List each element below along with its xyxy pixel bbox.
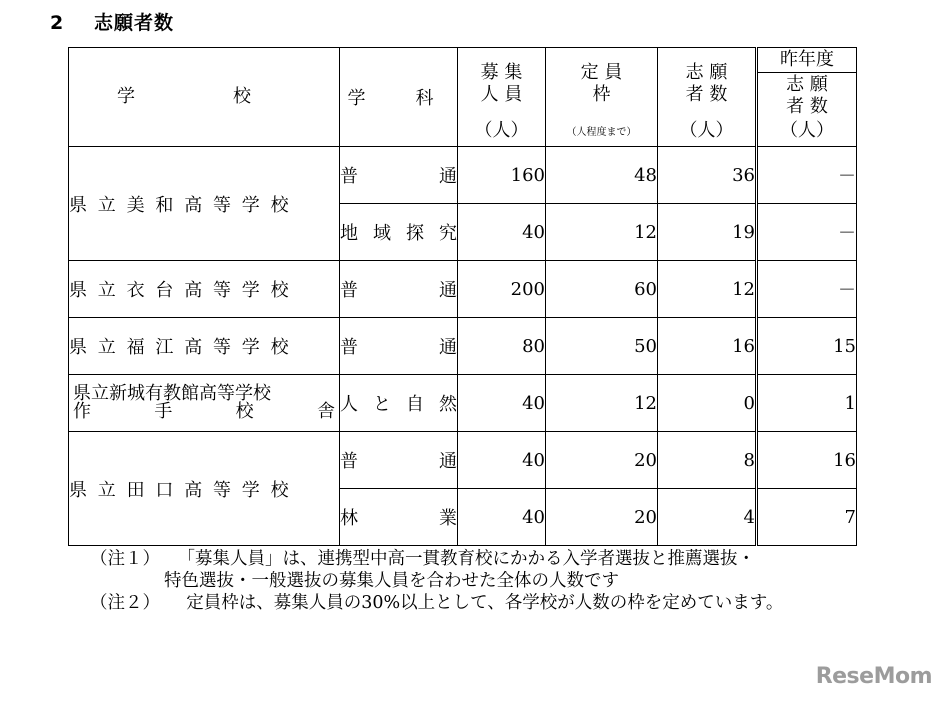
header-recruit-line2: 人 員 [480,84,523,105]
applicant-count: 36 [658,147,757,204]
header-applicants [658,48,757,147]
note-2-text: 定員枠は、募集人員の30%以上として、各学校が人数の枠を定めています。 [186,593,784,613]
quota-count: 12 [546,375,658,432]
table-row [69,318,857,375]
table-row [69,432,857,489]
table-row [69,375,857,432]
note-1-label: （注１） [90,549,152,569]
quota-count: 60 [546,261,658,318]
table-row [69,261,857,318]
header-quota [546,48,658,147]
prev-applicant-count: 16 [757,432,857,489]
school-name-two-line [69,375,340,432]
header-recruit-line1: 募 集 [480,62,523,83]
campus-char: 手 [154,401,173,422]
recruit-count: 80 [458,318,546,375]
applicants-table [68,47,857,546]
notes [90,548,783,614]
resemom-logo: ReseMom [815,664,932,689]
header-applicants-line1: 志 願 [685,62,728,83]
header-recruit [458,48,546,147]
campus-char: 舎 [316,401,335,422]
header-school: 学 校 [69,48,340,147]
quota-count: 50 [546,318,658,375]
header-quota-line1: 定 員 [580,62,623,83]
applicant-count: 16 [658,318,757,375]
note-1-line1: 「募集人員」は、連携型中高一貫教育校にかかる入学者選抜と推薦選抜・ [186,549,755,569]
department: 人と自然 [340,375,458,432]
applicant-count: 0 [658,375,757,432]
recruit-count: 160 [458,147,546,204]
header-prev-year-label: 昨年度 [758,48,856,73]
recruit-count: 40 [458,204,546,261]
note-1 [90,548,783,570]
school-name: 県立新城有教館高等学校 [73,383,271,404]
note-2-label: （注２） [90,593,152,613]
header-quota-line2: 枠 [592,84,611,105]
applicant-count: 4 [658,489,757,546]
campus-char: 作 [73,401,91,422]
applicant-count: 19 [658,204,757,261]
header-prev-line2: 者 数 [786,96,828,117]
department: 林業 [340,489,458,546]
table-row [69,147,857,204]
quota-count: 12 [546,204,658,261]
header-recruit-unit: （人） [474,120,529,141]
school-name: 県立美和高等学校 [69,147,340,261]
applicant-count: 8 [658,432,757,489]
school-name: 県立福江高等学校 [69,318,340,375]
quota-count: 20 [546,432,658,489]
section-heading [50,8,174,35]
recruit-count: 40 [458,375,546,432]
recruit-count: 40 [458,432,546,489]
quota-count: 20 [546,489,658,546]
note-1-line2: 特色選抜・一般選抜の募集人員を合わせた全体の人数です [164,571,619,591]
prev-applicant-count: 1 [757,375,857,432]
applicant-count: 12 [658,261,757,318]
header-quota-unit: （人程度まで） [566,127,637,138]
section-number: 2 [50,12,65,34]
prev-applicant-count: － [757,147,857,204]
header-prev-unit: （人） [780,120,834,141]
prev-applicant-count: 7 [757,489,857,546]
prev-applicant-count: － [757,204,857,261]
school-name: 県立衣台高等学校 [69,261,340,318]
department: 普通 [340,261,458,318]
campus-char: 校 [235,401,254,422]
school-campus [73,403,339,421]
section-title: 志願者数 [94,12,175,34]
header-prev-year [757,48,857,147]
prev-applicant-count: － [757,261,857,318]
header-department: 学 科 [340,48,458,147]
header-row [69,48,857,147]
department: 普通 [340,318,458,375]
quota-count: 48 [546,147,658,204]
note-2 [90,592,783,614]
department: 普通 [340,147,458,204]
school-name: 県立田口高等学校 [69,432,340,546]
header-applicants-unit: （人） [679,120,734,141]
prev-applicant-count: 15 [757,318,857,375]
department: 地域探究 [340,204,458,261]
recruit-count: 40 [458,489,546,546]
recruit-count: 200 [458,261,546,318]
department: 普通 [340,432,458,489]
header-prev-line1: 志 願 [786,74,828,95]
header-applicants-line2: 者 数 [685,84,728,105]
